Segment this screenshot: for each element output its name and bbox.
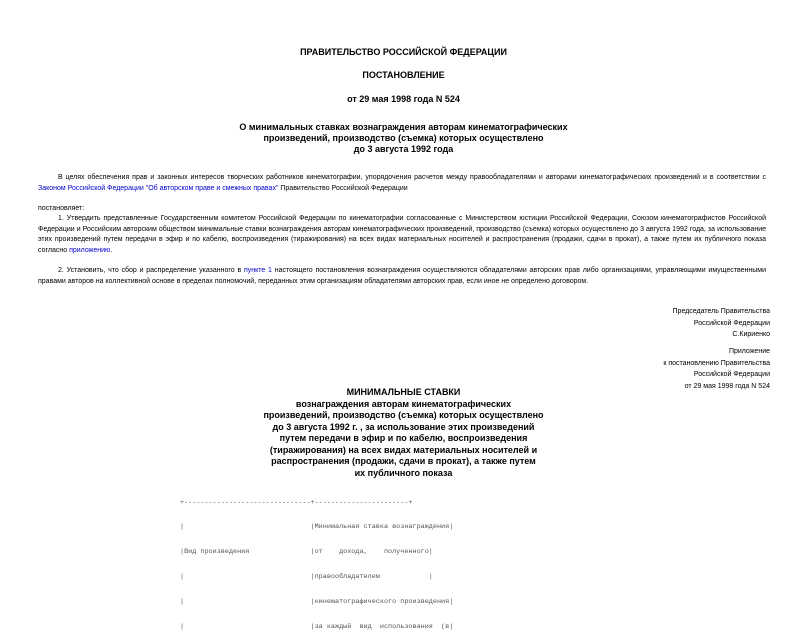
document-date: от 29 мая 1998 года N 524 — [347, 94, 460, 104]
appendix-link[interactable]: приложению — [69, 246, 111, 254]
document-title-line: О минимальных ставках вознаграждения авторам кинематографических — [239, 122, 568, 132]
law-link[interactable]: Законом Российской Федерации "Об авторском праве и смежных правах" — [38, 184, 279, 192]
appendix-header-line: Приложение — [728, 348, 770, 355]
resolves-label: постановляет: — [38, 205, 85, 212]
government-title: ПРАВИТЕЛЬСТВО РОССИЙСКОЙ ФЕДЕРАЦИИ — [300, 47, 507, 57]
annex-title — [0, 387, 807, 479]
signature-line: Председатель Правительства — [672, 308, 770, 315]
table-row: | |Минимальная ставка вознаграждения| — [180, 523, 454, 532]
annex-title-line: (тиражирования) на всех видах материальных носителей и — [269, 444, 538, 455]
appendix-header-line: к постановлению Правительства — [663, 359, 770, 367]
intro-paragraph — [38, 173, 766, 194]
annex-title-line: МИНИМАЛЬНЫЕ СТАВКИ — [346, 387, 461, 397]
table-row: | |кинематографического произведения| — [180, 598, 454, 607]
signature-line: С.Кириенко — [732, 331, 770, 338]
clause-1-end: . — [110, 246, 113, 254]
clause-1 — [38, 214, 766, 256]
clause-1-text: 1. Утвердить представленные Государственным комитетом Российской Федерации по кинематографии согласованные с Министерством юстиции Российской Федерации, Союзом кинематографистов Российской Федерации и Российским авторским обществом минимальные ставки вознаграждения авторам кинематографических произведений, производство (съемка) которых осуществлено до 3 августа 1992 года, за использование этих произведений путем передачи в эфир и по кабелю, воспроизведения (тиражирования) на всех видах материальных носителей и распространения (продажи, сдачи в прокат), а также путем их публичного показа согласно — [38, 215, 766, 254]
clause-2 — [38, 266, 766, 287]
annex-title-line: их публичного показа — [354, 467, 453, 478]
appendix-header-line: от 29 мая 1998 года N 524 — [684, 382, 770, 390]
document-title — [0, 122, 807, 155]
annex-title-line: путем передачи в эфир и по кабелю, воспроизведения — [279, 433, 528, 443]
table-row: |Вид произведения |от дохода, полученного| — [180, 548, 433, 557]
annex-title-line: произведений, производство (съемка) которых осуществлено — [263, 410, 544, 420]
table-row: | |правообладателем | — [180, 573, 433, 582]
appendix-header — [470, 346, 770, 392]
intro-text: В целях обеспечения прав и законных интересов творческих работников кинематографии, упорядочения расчетов между правообладателями и авторами кинематографических произведений и в соответствии с — [58, 174, 766, 181]
signature-block — [470, 306, 770, 341]
appendix-header-line: Российской Федерации — [693, 371, 770, 378]
document-title-line: до 3 августа 1992 года — [353, 144, 454, 154]
rates-table — [180, 482, 453, 640]
table-row: +-------------------------------+-----------------------+ — [180, 498, 413, 507]
intro-text-end: Правительство Российской Федерации — [278, 184, 408, 192]
document-title-line: произведений, производство (съемка) которых осуществлено — [263, 133, 544, 143]
clause-2-text-end: настоящего постановления вознаграждения осуществляются обладателями авторских прав либо организациями, управляющими имущественными правами авторов на коллективной основе в пределах полномочий, переданных этим организациям обладателями авторских прав, если иное не определено договором. — [38, 267, 767, 285]
clause-2-text: 2. Установить, что сбор и распределение указанного в — [58, 267, 244, 274]
annex-title-line: вознаграждения авторам кинематографических — [295, 398, 512, 409]
annex-title-line: распространения (продажи, сдачи в прокат), а также путем — [271, 456, 536, 466]
clause-1-link[interactable]: пункте 1 — [243, 267, 272, 274]
document-type: ПОСТАНОВЛЕНИЕ — [362, 70, 445, 80]
signature-line: Российской Федерации — [693, 319, 770, 327]
table-row: | |за каждый вид использования (в| — [180, 623, 454, 632]
annex-title-line: до 3 августа 1992 г. , за использование этих произведений — [272, 421, 535, 432]
